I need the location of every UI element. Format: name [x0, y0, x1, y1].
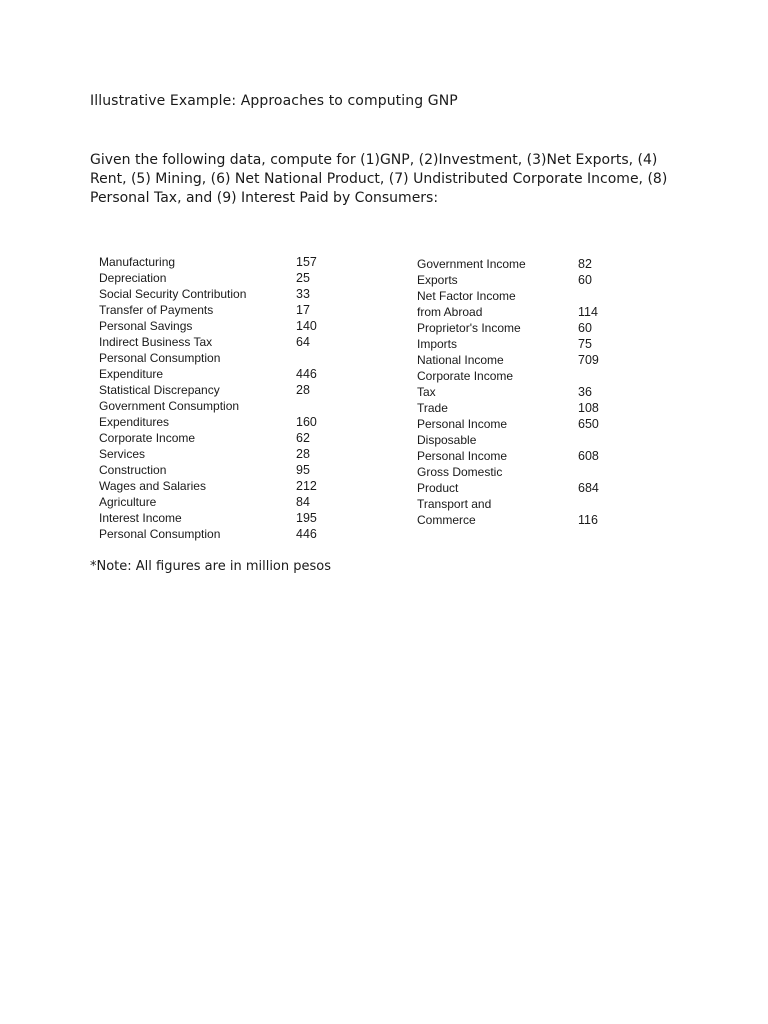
- table-row: [417, 256, 617, 272]
- row-value: 60: [578, 321, 592, 335]
- row-label: Agriculture: [99, 495, 157, 509]
- row-value: 84: [296, 495, 310, 509]
- table-row: [417, 480, 617, 496]
- row-value: 36: [578, 385, 592, 399]
- row-value: 28: [296, 383, 310, 397]
- row-label: Personal Consumption: [99, 527, 221, 541]
- table-row: [417, 320, 617, 336]
- table-row: [417, 464, 617, 480]
- row-value: 60: [578, 273, 592, 287]
- data-table-right: [417, 256, 617, 528]
- table-row: [99, 254, 339, 270]
- row-label: National Income: [417, 353, 504, 367]
- row-label: Personal Income: [417, 449, 508, 463]
- row-label: Depreciation: [99, 271, 167, 285]
- table-row: [417, 448, 617, 464]
- table-row: [99, 334, 339, 350]
- row-value: 82: [578, 257, 592, 271]
- table-row: [99, 366, 339, 382]
- row-label: Personal Income: [417, 417, 508, 431]
- row-label: from Abroad: [417, 305, 483, 319]
- row-label: Government Consumption: [99, 399, 240, 413]
- footnote: *Note: All figures are in million pesos: [90, 559, 332, 574]
- table-row: [417, 432, 617, 448]
- row-label: Statistical Discrepancy: [99, 383, 220, 397]
- table-row: [417, 272, 617, 288]
- row-value: 95: [296, 463, 310, 477]
- row-value: 114: [578, 305, 598, 319]
- table-row: [99, 286, 339, 302]
- table-row: [417, 304, 617, 320]
- table-row: [417, 512, 617, 528]
- document-title: Illustrative Example: Approaches to computing GNP: [90, 93, 458, 109]
- table-row: [99, 270, 339, 286]
- row-value: 140: [296, 319, 317, 333]
- table-row: [417, 368, 617, 384]
- table-row: [417, 288, 617, 304]
- row-label: Transfer of Payments: [99, 303, 214, 317]
- row-label: Wages and Salaries: [99, 479, 206, 493]
- table-row: [99, 430, 339, 446]
- data-table-left: [99, 254, 339, 542]
- row-label: Social Security Contribution: [99, 287, 247, 301]
- row-label: Construction: [99, 463, 167, 477]
- row-label: Trade: [417, 401, 448, 415]
- row-value: 446: [296, 367, 317, 381]
- row-label: Corporate Income: [417, 369, 514, 383]
- row-value: 62: [296, 431, 310, 445]
- row-value: 33: [296, 287, 310, 301]
- table-row: [417, 384, 617, 400]
- row-label: Proprietor's Income: [417, 321, 521, 335]
- row-value: 25: [296, 271, 310, 285]
- table-row: [99, 526, 339, 542]
- row-value: 608: [578, 449, 599, 463]
- table-row: [99, 302, 339, 318]
- table-row: [99, 478, 339, 494]
- table-row: [99, 510, 339, 526]
- table-row: [417, 496, 617, 512]
- table-row: [99, 462, 339, 478]
- row-value: 195: [296, 511, 317, 525]
- row-value: 75: [578, 337, 592, 351]
- row-value: 212: [296, 479, 317, 493]
- row-label: Manufacturing: [99, 255, 176, 269]
- row-value: 709: [578, 353, 599, 367]
- row-value: 650: [578, 417, 599, 431]
- table-row: [99, 398, 339, 414]
- table-row: [417, 416, 617, 432]
- table-row: [417, 336, 617, 352]
- row-label: Government Income: [417, 257, 526, 271]
- row-value: 108: [578, 401, 599, 415]
- row-label: Product: [417, 481, 459, 495]
- row-label: Imports: [417, 337, 458, 351]
- row-value: 446: [296, 527, 317, 541]
- row-label: Personal Consumption: [99, 351, 221, 365]
- row-label: Services: [99, 447, 146, 461]
- problem-statement: Given the following data, compute for (1)GNP, (2)Investment, (3)Net Exports, (4) Rent, (5) Mining, (6) Net National Product, (7) Undistributed Corporate Income, (8) Personal Tax, and (9) Interest Paid by Consumers:: [90, 152, 668, 206]
- row-label: Gross Domestic: [417, 465, 503, 479]
- row-label: Corporate Income: [99, 431, 196, 445]
- row-label: Personal Savings: [99, 319, 193, 333]
- table-row: [417, 352, 617, 368]
- table-row: [417, 400, 617, 416]
- row-value: 17: [296, 303, 310, 317]
- table-row: [99, 414, 339, 430]
- row-label: Expenditures: [99, 415, 170, 429]
- row-value: 28: [296, 447, 310, 461]
- table-row: [99, 382, 339, 398]
- row-label: Indirect Business Tax: [99, 335, 213, 349]
- table-row: [99, 494, 339, 510]
- row-label: Net Factor Income: [417, 289, 516, 303]
- row-value: 684: [578, 481, 599, 495]
- table-row: [99, 350, 339, 366]
- row-label: Expenditure: [99, 367, 164, 381]
- row-value: 116: [578, 513, 598, 527]
- row-label: Disposable: [417, 433, 477, 447]
- row-value: 160: [296, 415, 317, 429]
- row-label: Tax: [417, 385, 436, 399]
- row-value: 64: [296, 335, 310, 349]
- table-row: [99, 446, 339, 462]
- row-label: Transport and: [417, 497, 492, 511]
- row-label: Interest Income: [99, 511, 182, 525]
- row-label: Exports: [417, 273, 458, 287]
- row-value: 157: [296, 255, 317, 269]
- table-row: [99, 318, 339, 334]
- row-label: Commerce: [417, 513, 476, 527]
